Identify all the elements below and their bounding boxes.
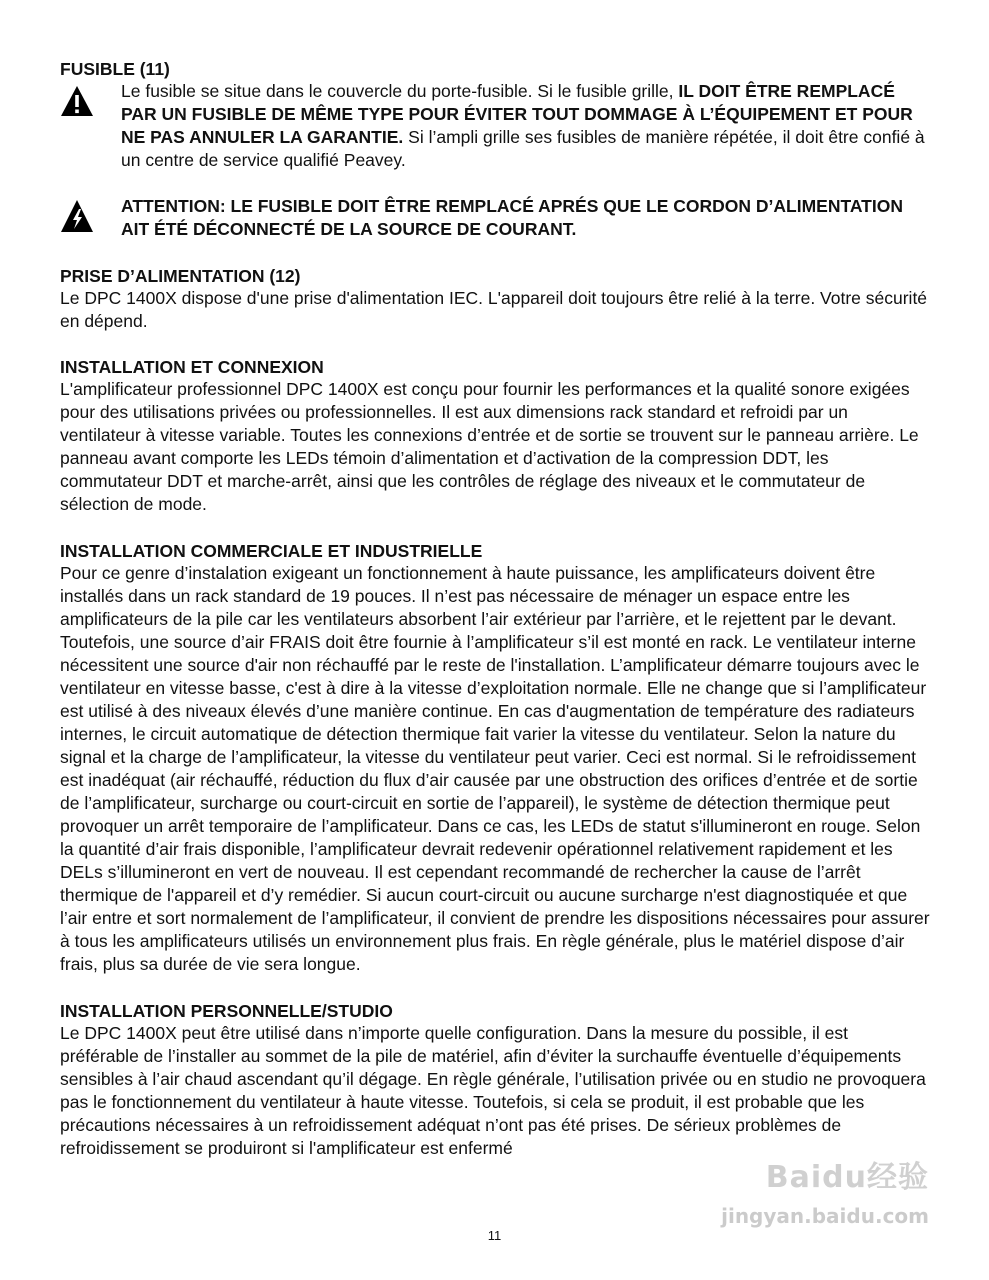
caution-text: ATTENTION: LE FUSIBLE DOIT ÊTRE REMPLACÉ APRÉS QUE LE CORDON D’ALIMENTATION AIT ÉTÉ DÉCONNECTÉ DE LA SOURCE DE COURANT. [121, 196, 903, 239]
electric-shock-warning-icon [60, 199, 94, 238]
baidu-watermark [719, 1152, 929, 1232]
fuse-text-2: Si l’ampli grille ses fusibles de manière répétée, il doit être confié à un centre de service qualifié Peavey. [121, 127, 925, 170]
page-number: 11 [487, 1228, 502, 1243]
watermark-brand: Baidu经验 [765, 1160, 929, 1195]
watermark-url: jingyan.baidu.com [721, 1204, 929, 1228]
fuse-heading: FUSIBLE (11) [60, 59, 170, 79]
studio-text: Le DPC 1400X peut être utilisé dans n’importe quelle configuration. Dans la mesure du possible, il est préférable de l’installer au sommet de la pile de matériel, afin d’éviter la surchauffe éventuelle d’équipements sensibles à l’air chaud ascendant qu’il dégage. En règle générale, l’utilisation privée ou en studio ne provoquera pas le fonctionnement du ventilateur à haute vitesse. Toutefois, si cela se produit, il est probable que les précautions nécessaires à un refroidissement adéquat n’ont pas été prises. De sérieux problèmes de refroidissement se produiront si l'amplificateur est enfermé [60, 1023, 926, 1158]
fuse-text-1: Le fusible se situe dans le couvercle du porte-fusible. Si le fusible grille, [121, 81, 679, 101]
caution-block [60, 195, 930, 241]
installation-heading: INSTALLATION ET CONNEXION [60, 357, 324, 377]
commercial-text: Pour ce genre d’instalation exigeant un fonctionnement à haute puissance, les amplificateurs doivent être installés dans un rack standard de 19 pouces. Il n’est pas nécessaire de ménager un espace entre les amplificateurs de la pile car les ventilateurs absorbent l’air extérieur par l’arrière, et le rejettent par le devant. Toutefois, une source d’air FRAIS doit être fournie à l’amplificateur s’il est monté en rack. Le ventilateur interne nécessitent une source d'air non réchauffé par le reste de l'installation. L’amplificateur démarre toujours avec le ventilateur en vitesse basse, c'est à dire à la vitesse d’exploitation normale. Elle ne change que si l’amplificateur est utilisé à des niveaux élevés d’une manière continue. En cas d'augmentation de température des radiateurs internes, le circuit automatique de détection thermique fait varier la vitesse du ventilateur. Selon la nature du signal et la charge de l’amplificateur, la vitesse du ventilateur peut varier. Ceci est normal. Si le refroidissement est inadéquat (air réchauffé, réduction du flux d’air causée par une obstruction des orifices d’entrée et de sortie de l’amplificateur, surcharge ou court-circuit en sortie de l’appareil), le système de détection thermique peut provoquer un arrêt temporaire de l’amplificateur. Dans ce cas, les LEDs de statut s'illumineront en rouge. Selon la quantité d’air frais disponible, l’amplificateur devrait redevenir opérationnel relativement rapidement et les DELs s’illumineront en vert de nouveau. Il est cependant recommandé de rechercher la cause de l’arrêt thermique de l'appareil et d’y remédier. Si aucun court-circuit ou aucune surcharge n'est diagnostiquée et que l’air entre et sort normalement de l’amplificateur, il convient de prendre les dispositions nécessaires pour assurer à tous les amplificateurs utilisés un environnement plus frais. En règle générale, plus le matériel dispose d’air frais, plus sa durée de vie sera longue. [60, 563, 930, 974]
power-text: Le DPC 1400X dispose d'une prise d'alimentation IEC. L'appareil doit toujours être relié à la terre. Votre sécurité en dépend. [60, 288, 928, 331]
fuse-text-bold: IL DOIT ÊTRE REMPLACÉ PAR UN FUSIBLE DE MÊME TYPE POUR ÉVITER TOUT DOMMAGE À L’ÉQUIPEMENT ET POUR NE PAS ANNULER LA GARANTIE. [121, 81, 913, 147]
commercial-heading: INSTALLATION COMMERCIALE ET INDUSTRIELLE [60, 541, 483, 561]
manual-page [60, 58, 930, 1160]
fuse-paragraph [121, 80, 930, 172]
installation-text: L'amplificateur professionnel DPC 1400X est conçu pour fournir les performances et la qualité sonore exigées pour des utilisations privées ou professionnelles. Il est aux dimensions rack standard et refroidi par un ventilateur à vitesse variable. Toutes les connexions d’entrée et de sortie se trouvent sur le panneau arrière. Le panneau avant comporte les LEDs témoin d’alimentation et d’activation de la compression DDT, les commutateur DDT et marche-arrêt, ainsi que les contrôles de réglage des niveaux et le commutateur de sélection de mode. [60, 379, 919, 514]
studio-heading: INSTALLATION PERSONNELLE/STUDIO [60, 1001, 393, 1021]
fuse-warning-block [60, 80, 930, 172]
warning-exclamation-icon [60, 85, 94, 122]
power-heading: PRISE D’ALIMENTATION (12) [60, 266, 301, 286]
